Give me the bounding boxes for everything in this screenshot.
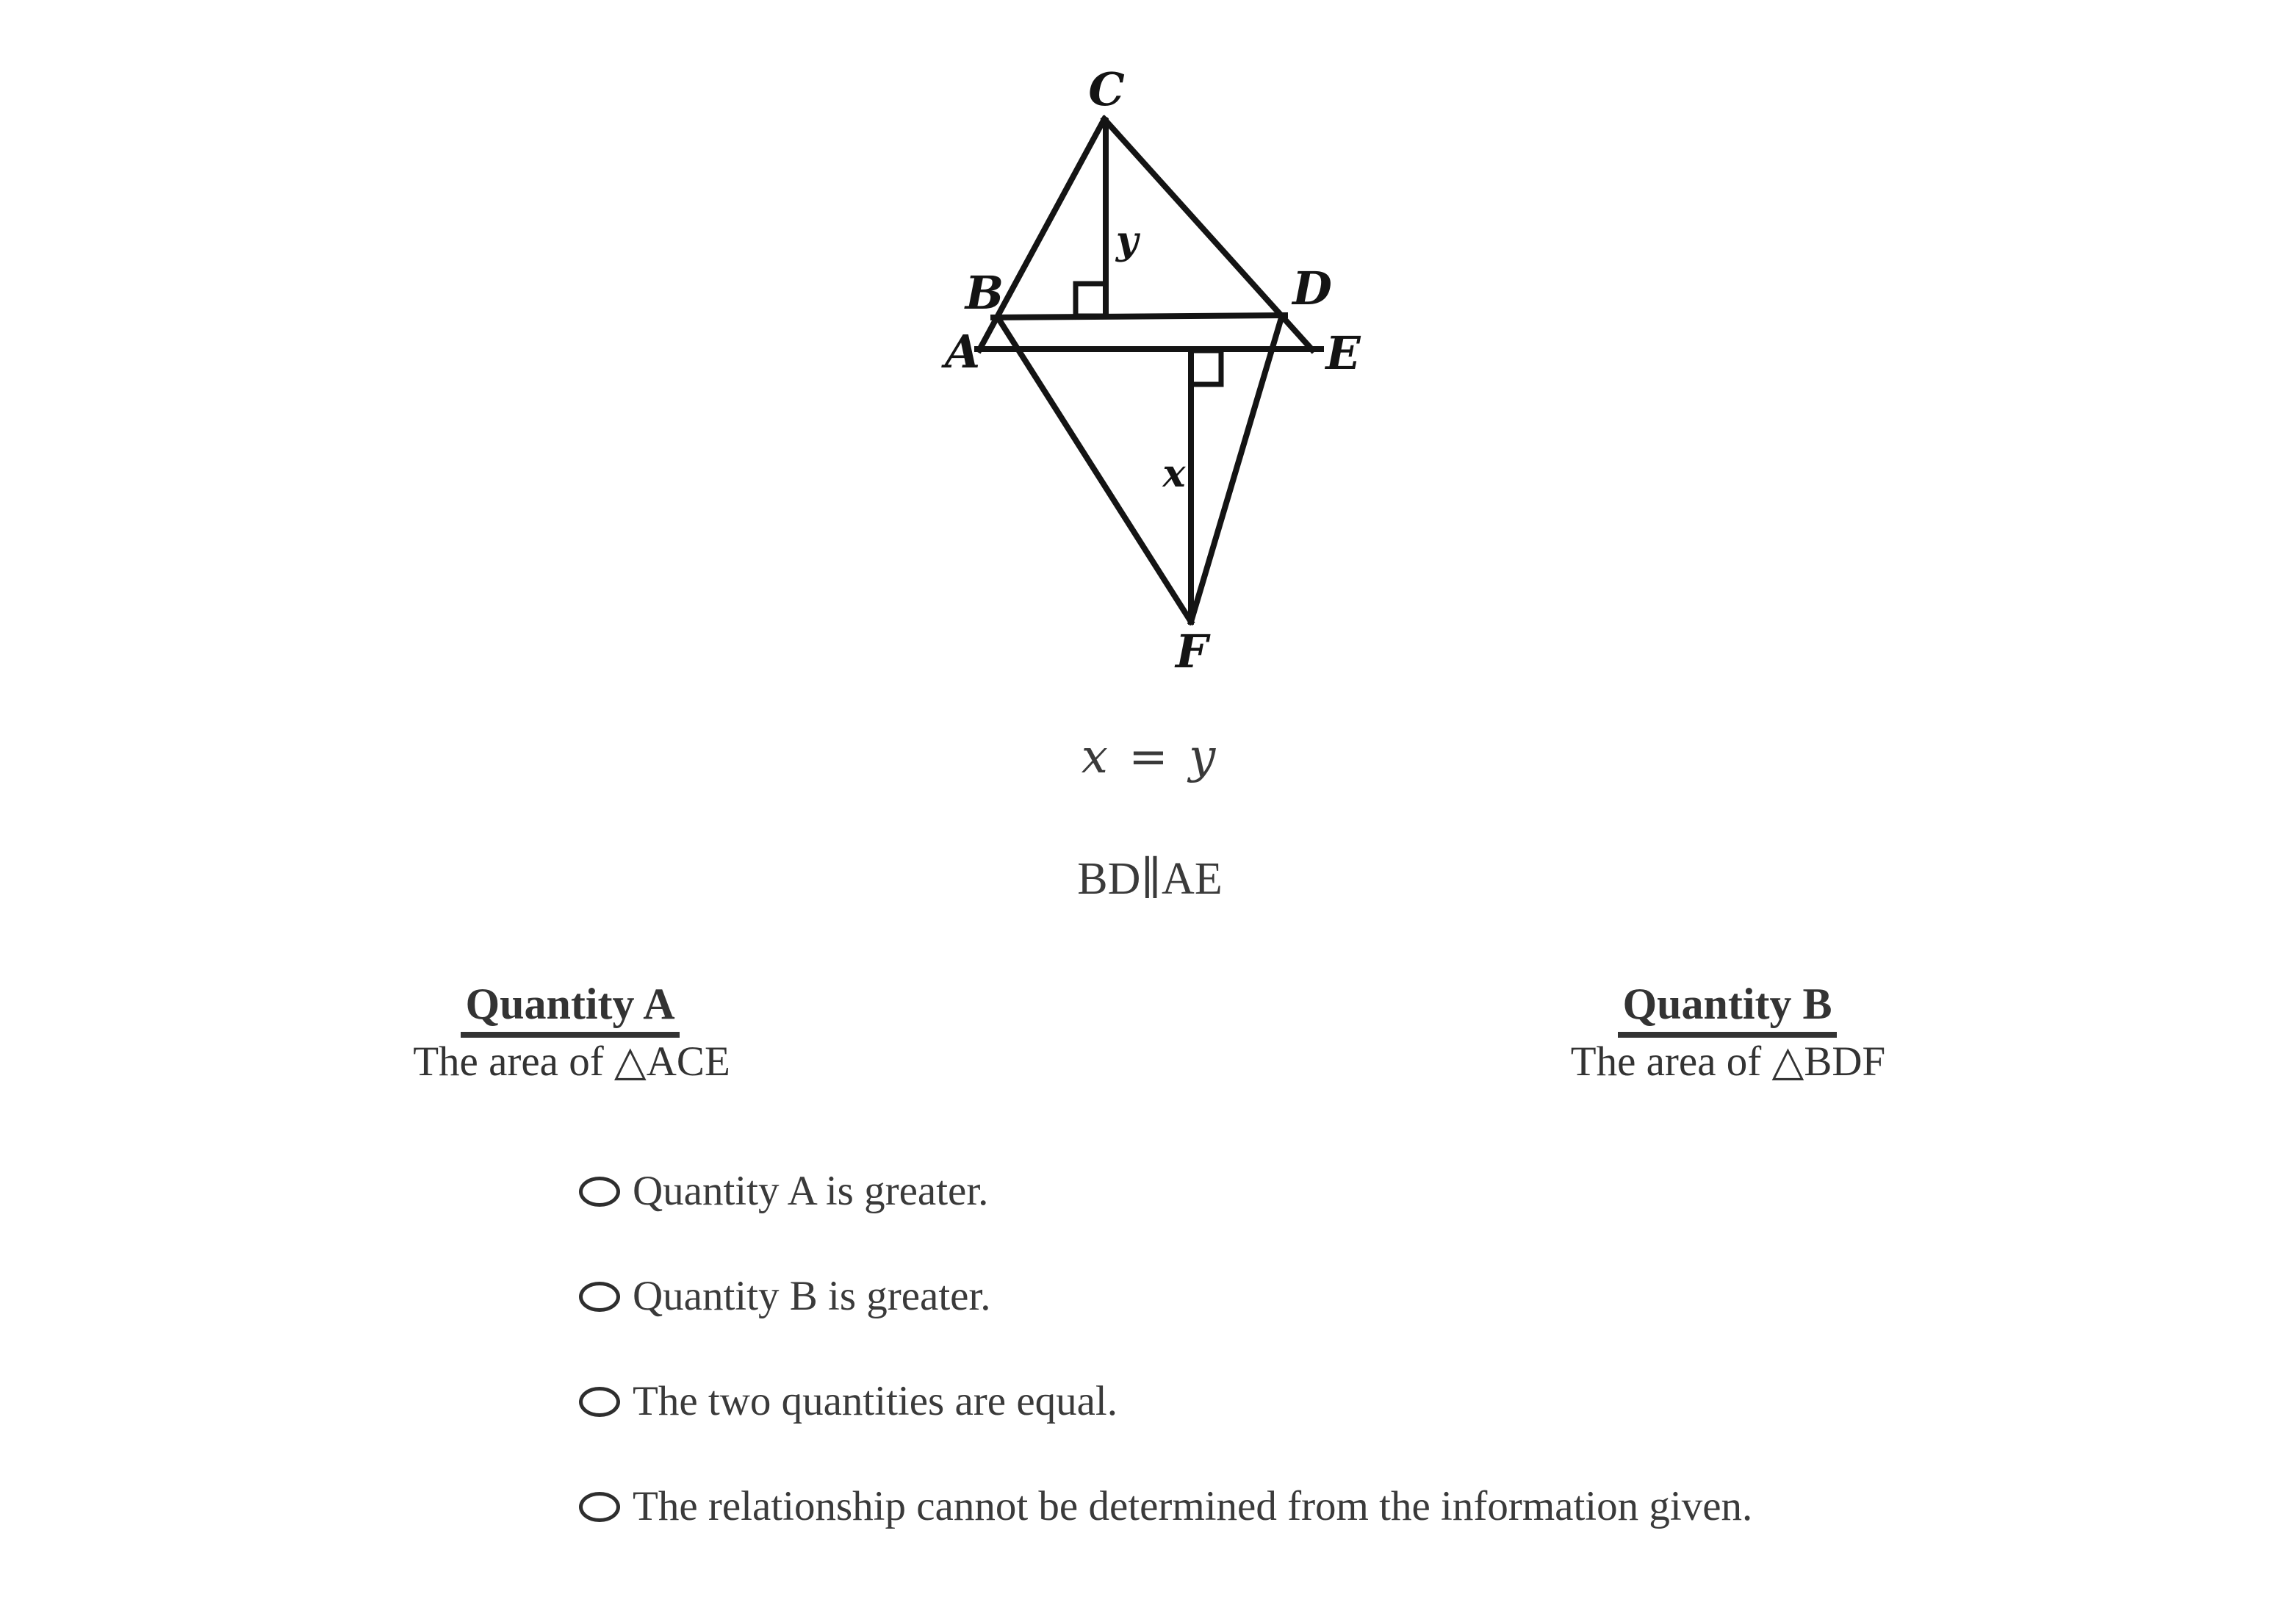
radio-button-icon[interactable] — [579, 1387, 620, 1417]
option-label: Quantity B is greater. — [633, 1273, 991, 1319]
answer-option-quantities-equal[interactable] — [579, 1376, 1118, 1427]
measure-label-y: y — [1115, 218, 1139, 263]
option-label: The relationship cannot be determined from the information given. — [633, 1483, 1753, 1529]
answer-option-cannot-be-determined[interactable] — [579, 1481, 1752, 1532]
quantity-a-title: Quantity A — [461, 982, 679, 1038]
measure-label-x: x — [1162, 451, 1186, 496]
radio-button-icon[interactable] — [579, 1282, 620, 1312]
quantity-b-description: The area of △BDF — [1570, 1038, 1886, 1085]
right-angle-mark-lower — [1191, 351, 1221, 384]
given-condition-bd-parallel-ae: BD∥AE — [1077, 854, 1223, 904]
vertex-label-B: B — [965, 266, 1004, 320]
option-label: Quantity A is greater. — [633, 1168, 989, 1214]
segment-BD — [993, 315, 1285, 317]
triangles-diagram — [940, 13, 1367, 678]
quantity-a-description: The area of △ACE — [413, 1038, 730, 1085]
segment-DF — [1191, 315, 1282, 622]
radio-button-icon[interactable] — [579, 1492, 620, 1522]
radio-button-icon[interactable] — [579, 1177, 620, 1207]
answer-option-quantity-b-greater[interactable] — [579, 1271, 991, 1322]
option-label: The two quantities are equal. — [633, 1378, 1118, 1424]
quantity-a-header — [416, 982, 724, 1038]
vertex-label-A: A — [944, 325, 981, 378]
right-angle-mark-upper — [1076, 284, 1106, 316]
vertex-label-E: E — [1325, 326, 1361, 380]
vertex-label-D: D — [1292, 262, 1332, 315]
quantity-b-header — [1573, 982, 1882, 1038]
quantity-b-title: Quantity B — [1618, 982, 1836, 1038]
vertex-label-F: F — [1175, 625, 1209, 678]
geometry-figure — [940, 13, 1367, 678]
vertex-label-C: C — [1088, 62, 1125, 116]
answer-option-quantity-a-greater[interactable] — [579, 1166, 988, 1217]
given-equation-x-equals-y: x = y — [1081, 730, 1219, 784]
